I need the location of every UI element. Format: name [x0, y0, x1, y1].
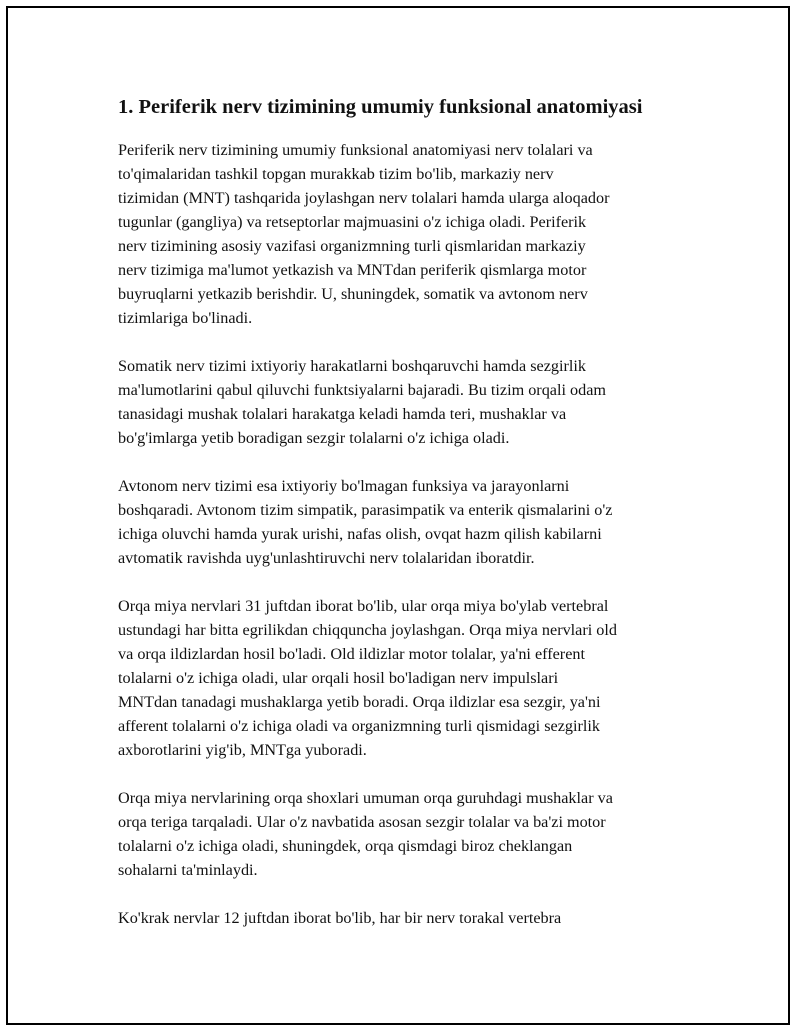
paragraph-autonomic: Avtonom nerv tizimi esa ixtiyoriy bo'lmagan funksiya va jarayonlarni boshqaradi. Avtonom tizim simpatik, parasimpatik va enterik qismalarini o'z ichiga oluvchi hamda yurak urishi, nafas olish, ovqat hazm qilish kabilarni avtomatik ravishda uyg'unlashtiruvchi nerv tolalaridan iboratdir. — [118, 477, 613, 567]
paragraph-spinal-nerves: Orqa miya nervlari 31 juftdan iborat bo'lib, ular orqa miya bo'ylab vertebral ustundagi har bitta egrilikdan chiqquncha joylashgan. Orqa miya nervlari old va orqa ildizlardan hosil bo'ladi. Old ildizlar motor tolalar, ya'ni efferent tolalarni o'z ichiga oladi, ular orqali hosil bo'ladigan nerv impulslari MNTdan tanadagi mushaklarga yetib boradi. Orqa ildizlar esa sezgir, ya'ni afferent tolalarni o'z ichiga oladi va organizmning turli qismidagi sezgirlik axborotlarini yig'ib, MNTga yuboradi. — [118, 597, 617, 759]
section-heading: 1. Periferik nerv tizimining umumiy funksional anatomiyasi — [118, 96, 643, 118]
paragraph-pnt-overview: Periferik nerv tizimining umumiy funksional anatomiyasi nerv tolalari va to'qimalaridan tashkil topgan murakkab tizim bo'lib, markaziy nerv tizimidan (MNT) tashqarida joylashgan nerv tolalari hamda ularga aloqador tugunlar (gangliya) va retseptorlar majmuasini o'z ichiga oladi. Periferik nerv tizimining asosiy vazifasi organizmning turli qismlaridan markaziy nerv tizimiga ma'lumot yetkazish va MNTdan periferik qismlarga motor buyruqlarni yetkazib berishdir. U, shuningdek, somatik va avtonom nerv tizimlariga bo'linadi. — [118, 141, 610, 327]
paragraph-dorsal-branches: Orqa miya nervlarining orqa shoxlari umuman orqa guruhdagi mushaklar va orqa teriga tarqaladi. Ular o'z navbatida asosan sezgir tolalar va ba'zi motor tolalarni o'z ichiga oladi, shuningdek, orqa qismdagi biroz cheklangan sohalarni ta'minlaydi. — [118, 789, 613, 879]
document-body — [118, 94, 688, 954]
paragraph-somatic: Somatik nerv tizimi ixtiyoriy harakatlarni boshqaruvchi hamda sezgirlik ma'lumotlarini qabul qiluvchi funktsiyalarni bajaradi. Bu tizim orqali odam tanasidagi mushak tolalari harakatga keladi hamda teri, mushaklar va bo'g'imlarga yetib boradigan sezgir tolalarni o'z ichiga oladi. — [118, 357, 606, 447]
paragraph-thoracic-nerves: Ko'krak nervlar 12 juftdan iborat bo'lib, har bir nerv torakal vertebra — [118, 909, 562, 927]
